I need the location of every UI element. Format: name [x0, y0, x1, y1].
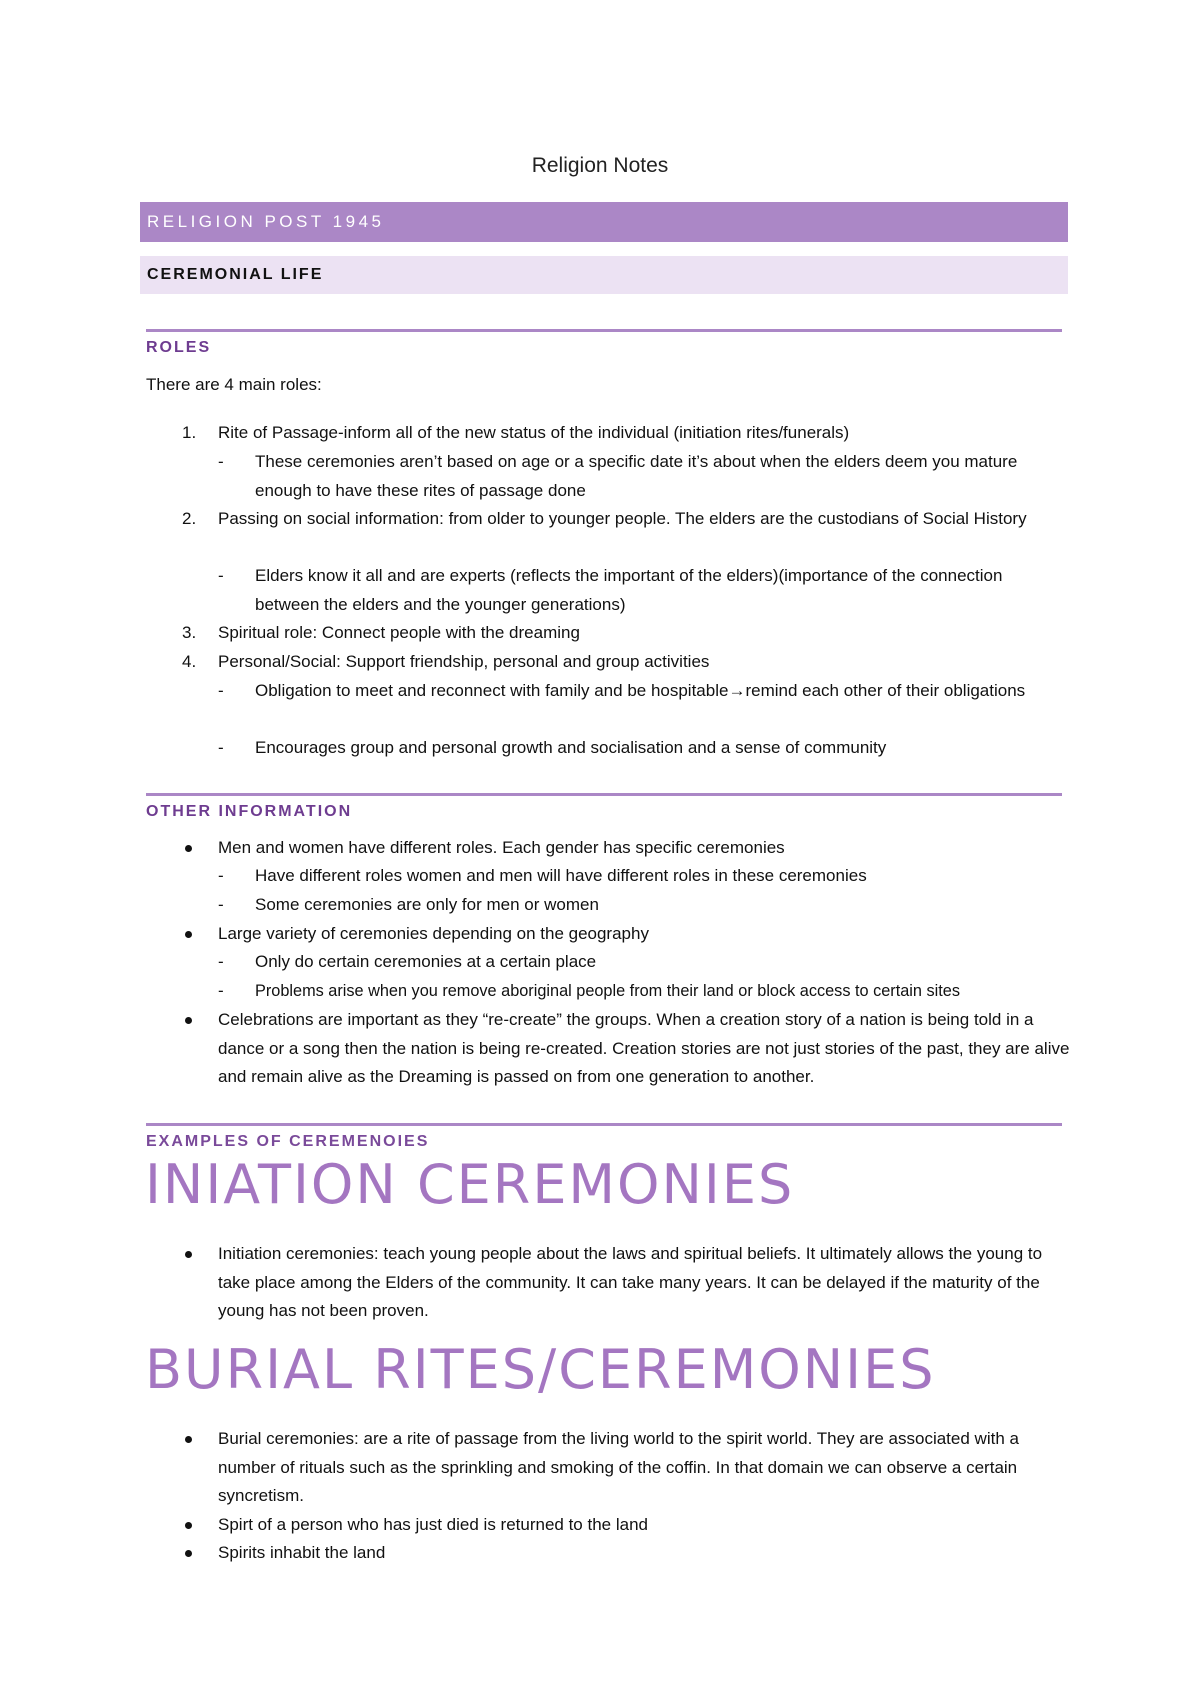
- list-item: Initiation ceremonies: teach young people about the laws and spiritual beliefs. It ultimately allows the young to take place among the Elders of the community. It can take many years. It can be delayed if the maturity of the young has not been proven.: [218, 1244, 1043, 1320]
- sub-list-item: [255, 677, 1035, 706]
- list-item: Men and women have different roles. Each gender has specific ceremonies: [218, 838, 785, 857]
- list-item: Celebrations are important as they “re-create” the groups. When a creation story of a nation is being told in a dance or a song then the nation is being re-created. Creation stories are not just stories of the past, they are alive and remain alive as the Dreaming is passed on from one generation to another.: [218, 1010, 1070, 1086]
- bullet-icon: [185, 845, 192, 852]
- bullet-icon: [185, 1550, 192, 1557]
- sub-list-item: Some ceremonies are only for men or women: [255, 895, 599, 914]
- roles-intro: There are 4 main roles:: [146, 375, 322, 394]
- heading-1-text: RELIGION POST 1945: [147, 212, 385, 231]
- list-item: Passing on social information: from older to younger people. The elders are the custodians of Social History: [218, 509, 1027, 528]
- dash-marker: -: [218, 738, 224, 757]
- list-item: Personal/Social: Support friendship, personal and group activities: [218, 652, 710, 671]
- heading-2-text: CEREMONIAL LIFE: [147, 266, 324, 283]
- dash-marker: -: [218, 566, 224, 585]
- sub-list-item: These ceremonies aren’t based on age or a specific date it’s about when the elders deem you mature enough to have these rites of passage done: [255, 452, 1018, 500]
- list-item: Large variety of ceremonies depending on the geography: [218, 924, 649, 943]
- examples-heading: EXAMPLES OF CEREMENOIES: [146, 1133, 430, 1150]
- sub-list-item: Encourages group and personal growth and socialisation and a sense of community: [255, 738, 887, 757]
- list-item: Burial ceremonies: are a rite of passage from the living world to the spirit world. They are associated with a number of rituals such as the sprinkling and smoking of the coffin. In that domain we can observe a certain syncretism.: [218, 1429, 1019, 1505]
- header-title: Religion Notes: [531, 154, 669, 177]
- list-item: Rite of Passage-inform all of the new status of the individual (initiation rites/funerals): [218, 423, 850, 442]
- dash-marker: -: [218, 981, 224, 1000]
- sub-list-item-start: Obligation to meet and reconnect with family and be hospitable: [255, 681, 729, 700]
- bullet-icon: [185, 1017, 192, 1024]
- section-rule: [146, 793, 1062, 796]
- dash-marker: -: [218, 952, 224, 971]
- dash-marker: -: [218, 681, 224, 700]
- sub-list-item-end: remind each other of their obligations: [745, 681, 1026, 700]
- heading-2-band: [140, 256, 1068, 294]
- roles-heading: ROLES: [146, 339, 212, 356]
- section-rule: [146, 329, 1062, 332]
- heading-1-band: [140, 202, 1068, 242]
- sub-list-item: Have different roles women and men will have different roles in these ceremonies: [255, 866, 867, 885]
- bullet-icon: [185, 1251, 192, 1258]
- bullet-icon: [185, 1522, 192, 1529]
- initiation-heading: INIATION CEREMONIES: [145, 1153, 795, 1216]
- bullet-icon: [185, 1436, 192, 1443]
- sub-list-item: Only do certain ceremonies at a certain place: [255, 952, 597, 971]
- list-item: Spirt of a person who has just died is returned to the land: [218, 1515, 648, 1534]
- sub-list-item: Elders know it all and are experts (reflects the important of the elders)(importance of the connection between the elders and the younger generations): [255, 566, 1003, 614]
- dash-marker: -: [218, 866, 224, 885]
- arrow-right-icon: →: [728, 681, 746, 700]
- list-item: Spiritual role: Connect people with the dreaming: [218, 623, 580, 642]
- list-number: 4.: [182, 652, 197, 671]
- list-number: 3.: [182, 623, 197, 642]
- section-rule: [146, 1123, 1062, 1126]
- dash-marker: -: [218, 895, 224, 914]
- bullet-icon: [185, 931, 192, 938]
- list-number: 1.: [182, 423, 197, 442]
- burial-heading: BURIAL RITES/CEREMONIES: [145, 1338, 936, 1401]
- list-number: 2.: [182, 509, 197, 528]
- list-item: Spirits inhabit the land: [218, 1543, 386, 1562]
- other-info-heading: OTHER INFORMATION: [146, 803, 353, 820]
- dash-marker: -: [218, 452, 224, 471]
- sub-list-item: Problems arise when you remove aboriginal people from their land or block access to certain sites: [255, 982, 960, 1000]
